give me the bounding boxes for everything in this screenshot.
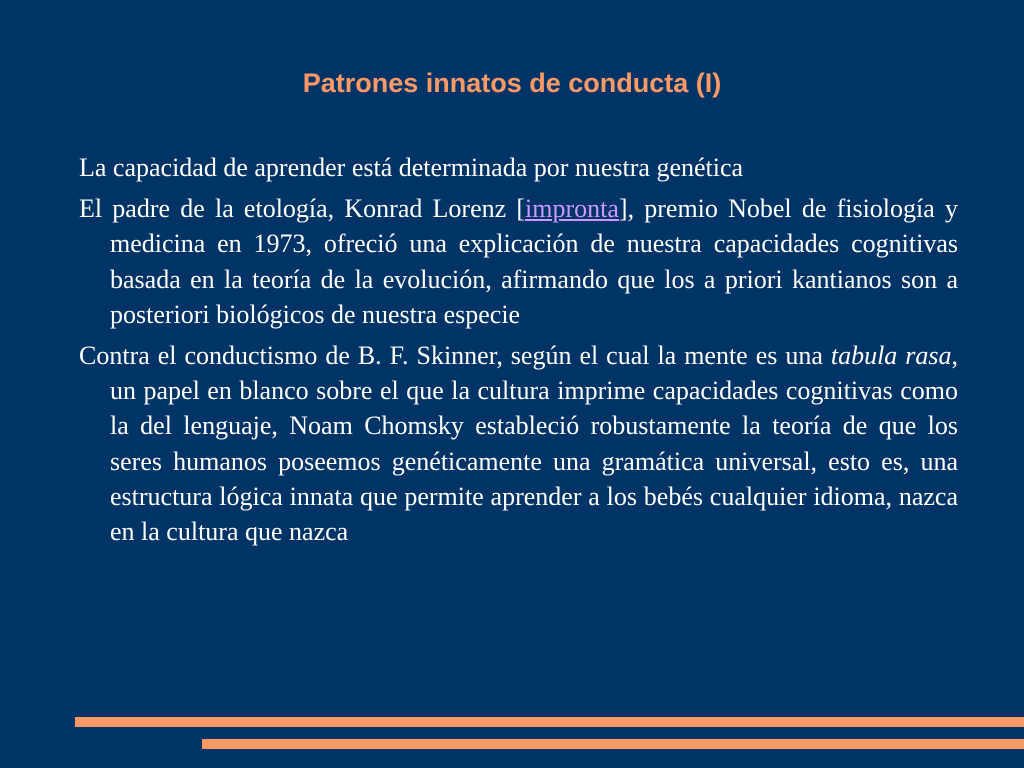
paragraph-lorenz xyxy=(79,191,958,332)
paragraph-genetics-text: La capacidad de aprender está determinada por nuestra genética xyxy=(79,153,744,182)
paragraph-genetics xyxy=(79,150,958,185)
slide-title: Patrones innatos de conducta (I) xyxy=(302,68,722,98)
impronta-link[interactable]: impronta xyxy=(525,194,619,224)
slide-content xyxy=(79,150,958,555)
paragraph-chomsky-text-start: Contra el conductismo de B. F. Skinner, según el cual la mente es una xyxy=(79,341,831,371)
decorative-bar-top xyxy=(75,717,1024,727)
paragraph-lorenz-text-end: ], premio Nobel de fisiología y medicina en 1973, ofreció una explicación de nuestra capacidades cognitivas basada en la teoría de la evolución, afirmando que los a priori kantianos son a posteriori biológicos de nuestra especie xyxy=(110,194,958,329)
decorative-bar-bottom xyxy=(202,739,1024,749)
paragraph-lorenz-text-start: El padre de la etología, Konrad Lorenz [ xyxy=(79,194,526,224)
paragraph-chomsky-text-end: , un papel en blanco sobre el que la cultura imprime capacidades cognitivas como la del lenguaje, Noam Chomsky estableció robustamente la teoría de que los seres humanos poseemos genéticamente una gramática universal, esto es, una estructura lógica innata que permite aprender a los bebés cualquier idioma, nazca en la cultura que nazca xyxy=(110,341,959,547)
paragraph-chomsky xyxy=(79,338,958,549)
tabula-rasa-term: tabula rasa xyxy=(830,341,952,371)
